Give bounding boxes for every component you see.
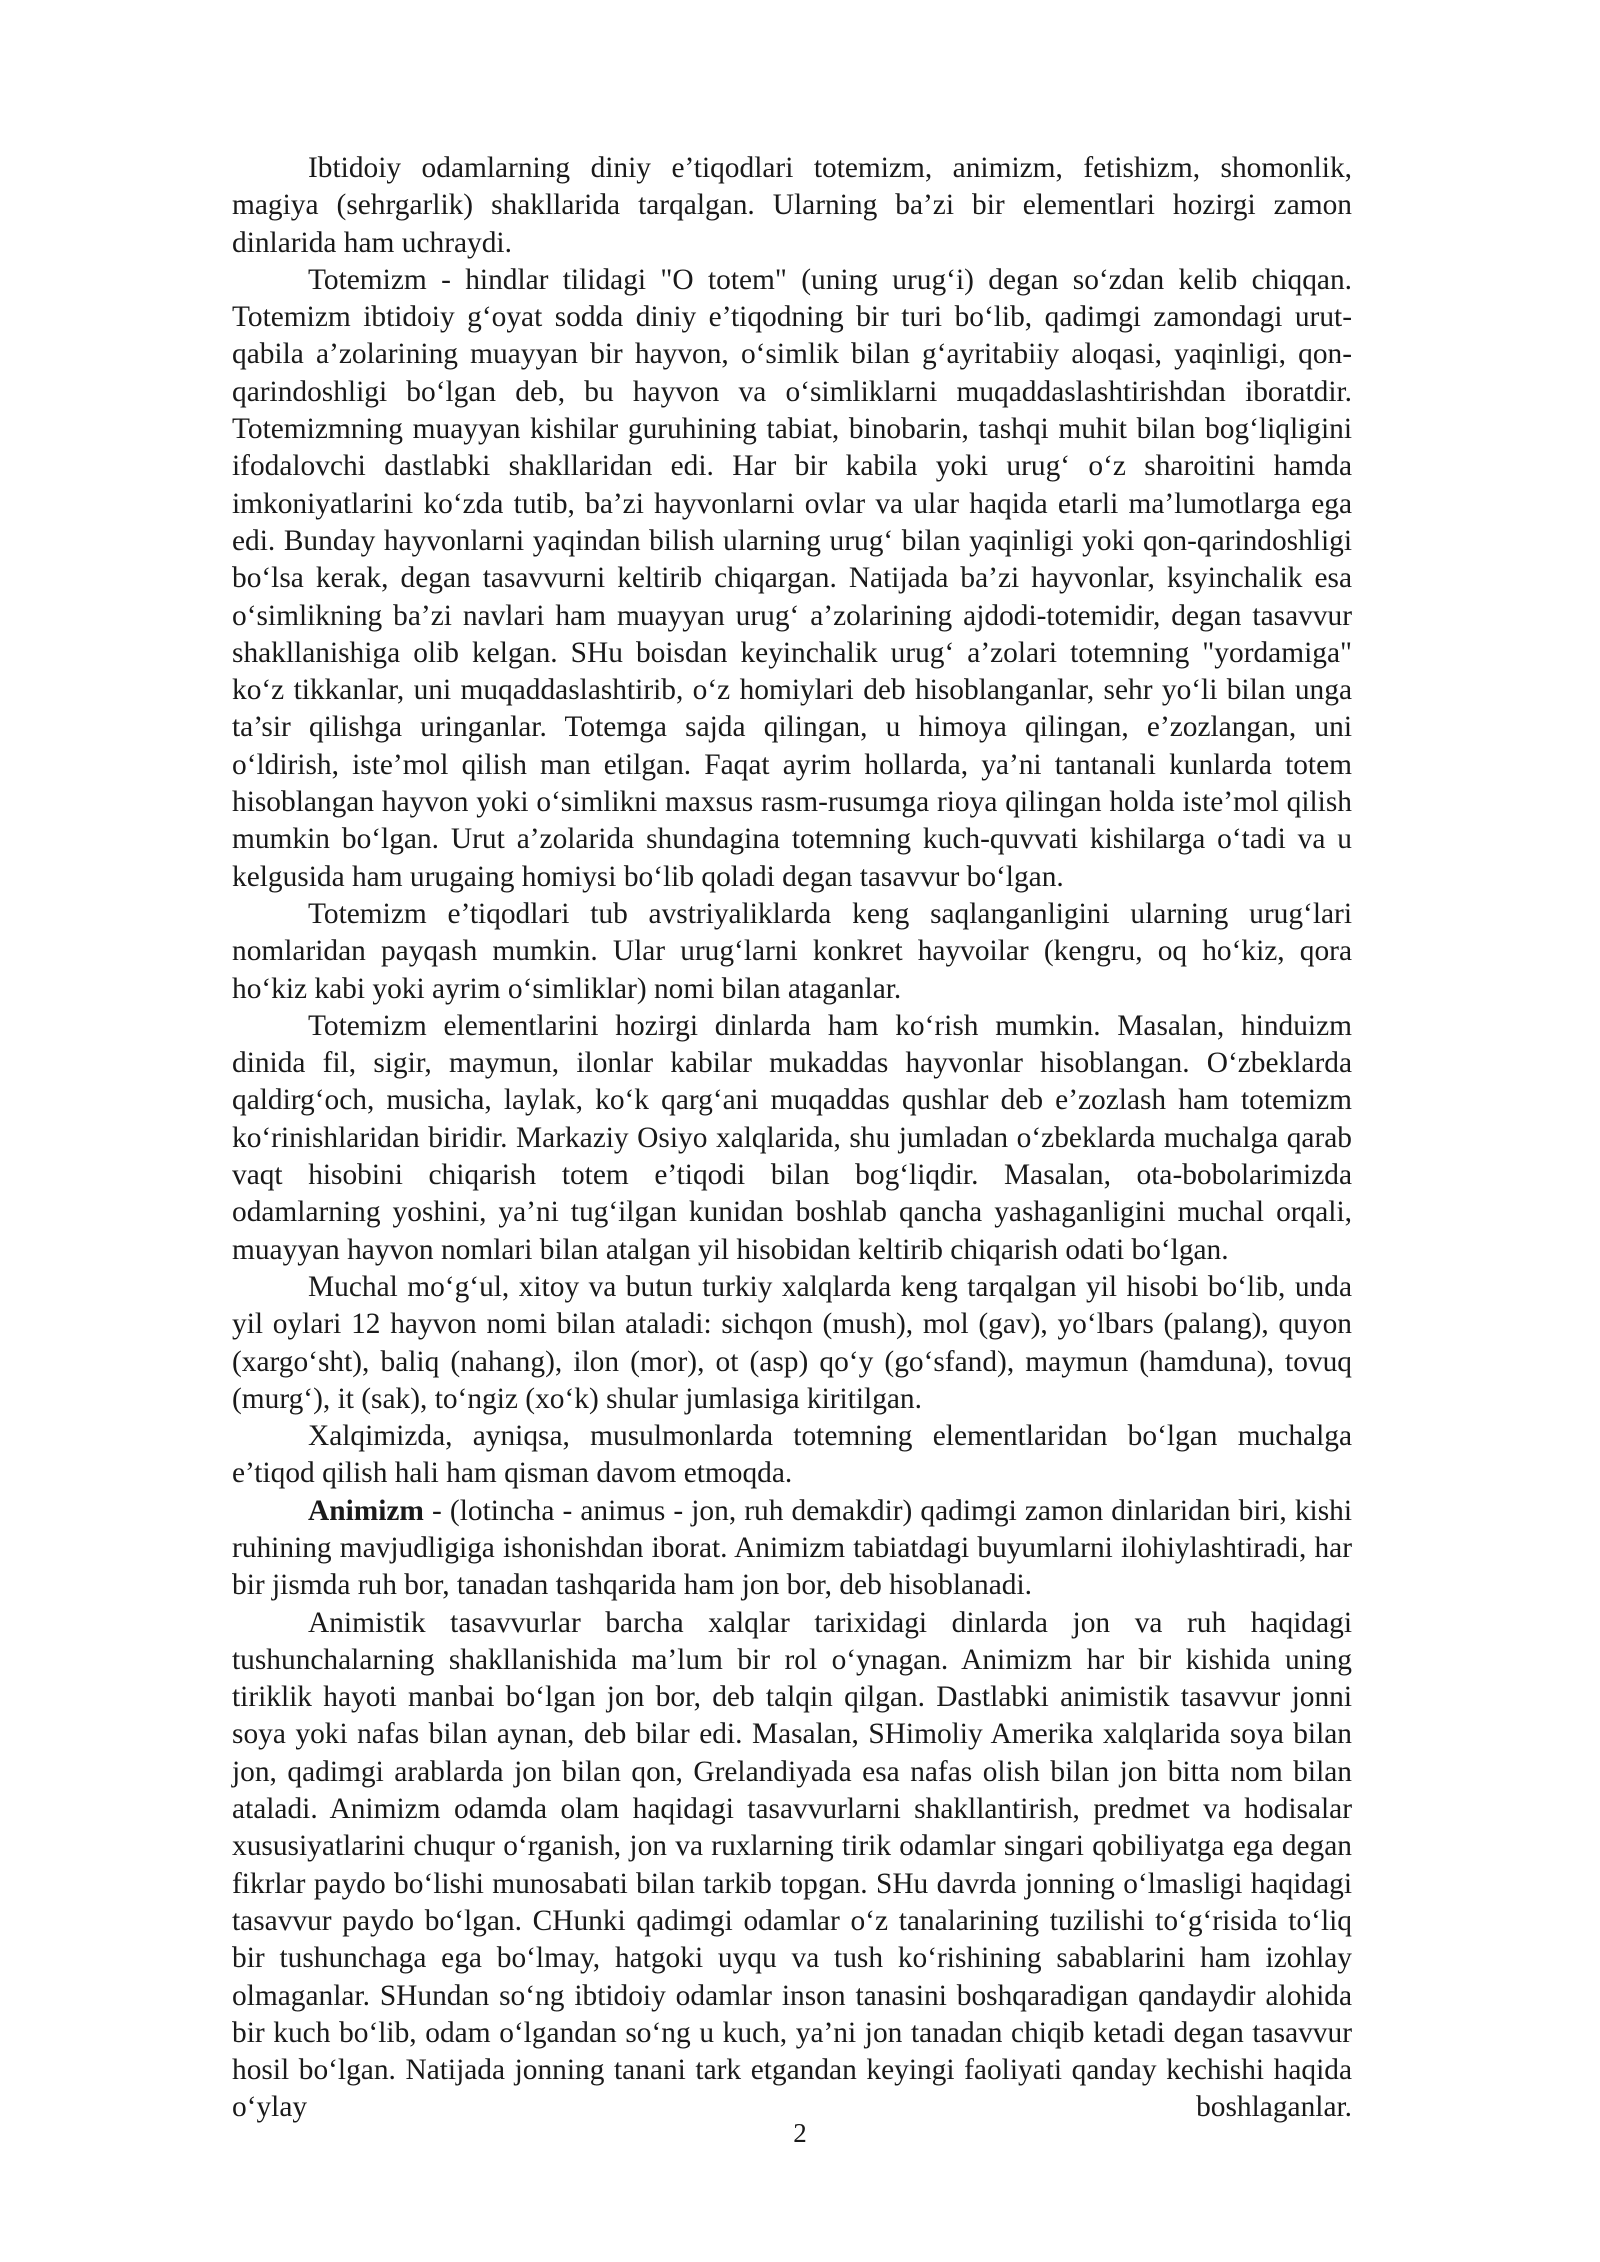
animizm-term: Animizm — [308, 1494, 424, 1527]
paragraph-muchal-faith: Xalqimizda, ayniqsa, musulmonlarda totemning elementlaridan bo‘lgan muchalga e’tiqod qilish hali ham qisman davom etmoqda. — [232, 1420, 1352, 1490]
paragraph-animistic-beliefs: Animistik tasavvurlar barcha xalqlar tarixidagi dinlarda jon va ruh haqidagi tushunchalarning shakllanishida ma’lum bir rol o‘ynagan. Animizm har bir kishida uning tiriklik hayoti manbai bo‘lgan jon bor, deb talqin qilgan. Dastlabki animistik tasavvur jonni soya yoki nafas bilan aynan, deb bilar edi. Masalan, SHimoliy Amerika xalqlarida soya bilan jon, qadimgi arablarda jon bilan qon, Grelandiyada esa nafas olish bilan jon bitta nom bilan ataladi. Animizm odamda olam haqidagi tasavvurlarni shakllantirish, predmet va hodisalar xususiyatlarini chuqur o‘rganish, jon va ruxlarning tirik odamlar singari qobiliyatga ega degan fikrlar paydo bo‘lishi munosabati bilan tarkib topgan. SHu davrda jonning o‘lmasligi haqidagi tasavvur paydo bo‘lgan. CHunki qadimgi odamlar o‘z tanalarining tuzilishi to‘g‘risida to‘liq bir tushunchaga ega bo‘lmay, hatgoki uyqu va tush ko‘rishining sabablarini ham izohlay olmaganlar. SHundan so‘ng ibtidoiy odamlar inson tanasini boshqaradigan qandaydir alohida bir kuch bo‘lib, odam o‘lgandan so‘ng u kuch, ya’ni jon tanadan chiqib ketadi degan tasavvur hosil bo‘lgan. Natijada jonning tanani tark etgandan keyingi faoliyati qanday kechishi haqida o‘ylay boshlaganlar. — [232, 1606, 1352, 2124]
animizm-definition-text: - (lotincha - animus - jon, ruh demakdir) qadimgi zamon dinlaridan biri, kishi ruhining mavjudligiga ishonishdan iborat. Animizm tabiatdagi buyumlarni ilohiylashtiradi, har bir jismda ruh bor, tanadan tashqarida ham jon bor, deb hisoblanadi. — [232, 1494, 1352, 1602]
paragraph-animizm-definition — [232, 1493, 1352, 1605]
paragraph-totemizm-australians: Totemizm e’tiqodlari tub avstriyaliklarda keng saqlanganligini ularning urug‘lari nomlaridan payqash mumkin. Ular urug‘larni konkret hayvoilar (kengru, oq ho‘kiz, qora ho‘kiz kabi yoki ayrim o‘simliklar) nomi bilan ataganlar. — [232, 897, 1352, 1005]
paragraph-totemizm-modern: Totemizm elementlarini hozirgi dinlarda ham ko‘rish mumkin. Masalan, hinduizm dinida fil, sigir, maymun, ilonlar kabilar mukaddas hayvonlar hisoblangan. O‘zbeklarda qaldirg‘och, musicha, laylak, ko‘k qarg‘ani muqaddas qushlar deb e’zozlash ham totemizm ko‘rinishlaridan biridir. Markaziy Osiyo xalqlarida, shu jumladan o‘zbeklarda muchalga qarab vaqt hisobini chiqarish totem e’tiqodi bilan bog‘liqdir. Masalan, ota-bobolarimizda odamlarning yoshini, ya’ni tug‘ilgan kunidan boshlab qancha yashaganligini muchal orqali, muayyan hayvon nomlari bilan atalgan yil hisobidan keltirib chiqarish odati bo‘lgan. — [232, 1009, 1352, 1266]
paragraph-intro: Ibtidoiy odamlarning diniy e’tiqodlari totemizm, animizm, fetishizm, shomonlik, magiya (sehrgarlik) shakllarida tarqalgan. Ularning ba’zi bir elementlari hozirgi zamon dinlarida ham uchraydi. — [232, 152, 1352, 259]
document-body — [232, 150, 1352, 2127]
paragraph-totemizm-definition: Totemizm - hindlar tilidagi "O totem" (uning urug‘i) degan so‘zdan kelib chiqqan. Totemizm ibtidoiy g‘oyat sodda diniy e’tiqodning bir turi bo‘lib, qadimgi zamondagi urut-qabila a’zolarining muayyan bir hayvon, o‘simlik bilan g‘ayritabiiy aloqasi, yaqinligi, qon-qarindoshligi bo‘lgan deb, bu hayvon va o‘simliklarni muqaddaslashtirishdan iboratdir. Totemizmning muayyan kishilar guruhining tabiat, binobarin, tashqi muhit bilan bog‘liqligini ifodalovchi dastlabki shakllaridan edi. Har bir kabila yoki urug‘ o‘z sharoitini hamda imkoniyatlarini ko‘zda tutib, ba’zi hayvonlarni ovlar va ular haqida etarli ma’lumotlarga ega edi. Bunday hayvonlarni yaqindan bilish ularning urug‘ bilan yaqinligi yoki qon-qarindoshligi bo‘lsa kerak, degan tasavvurni keltirib chiqargan. Natijada ba’zi hayvonlar, ksyinchalik esa o‘simlikning ba’zi navlari ham muayyan urug‘ a’zolarining ajdodi-totemidir, degan tasavvur shakllanishiga olib kelgan. SHu boisdan keyinchalik urug‘ a’zolari totemning "yordamiga" ko‘z tikkanlar, uni muqaddaslashtirib, o‘z homiylari deb hisoblanganlar, sehr yo‘li bilan unga ta’sir qilishga uringanlar. Totemga sajda qilingan, u himoya qilingan, e’zozlangan, uni o‘ldirish, iste’mol qilish man etilgan. Faqat ayrim hollarda, ya’ni tantanali kunlarda totem hisoblangan hayvon yoki o‘simlikni maxsus rasm-rusumga rioya qilingan holda iste’mol qilish mumkin bo‘lgan. Urut a’zolarida shundagina totemning kuch-quvvati kishilarga o‘tadi va u kelgusida ham urugaing homiysi bo‘lib qoladi degan tasavvur bo‘lgan. — [232, 263, 1352, 893]
page-number: 2 — [793, 2118, 807, 2148]
paragraph-muchal: Muchal mo‘g‘ul, xitoy va butun turkiy xalqlarda keng tarqalgan yil hisobi bo‘lib, unda yil oylari 12 hayvon nomi bilan ataladi: sichqon (mush), mol (gav), yo‘lbars (palang), quyon (xargo‘sht), baliq (nahang), ilon (mor), ot (asp) qo‘y (go‘sfand), maymun (hamduna), tovuq (murg‘), it (sak), to‘ngiz (xo‘k) shular jumlasiga kiritilgan. — [232, 1270, 1352, 1415]
